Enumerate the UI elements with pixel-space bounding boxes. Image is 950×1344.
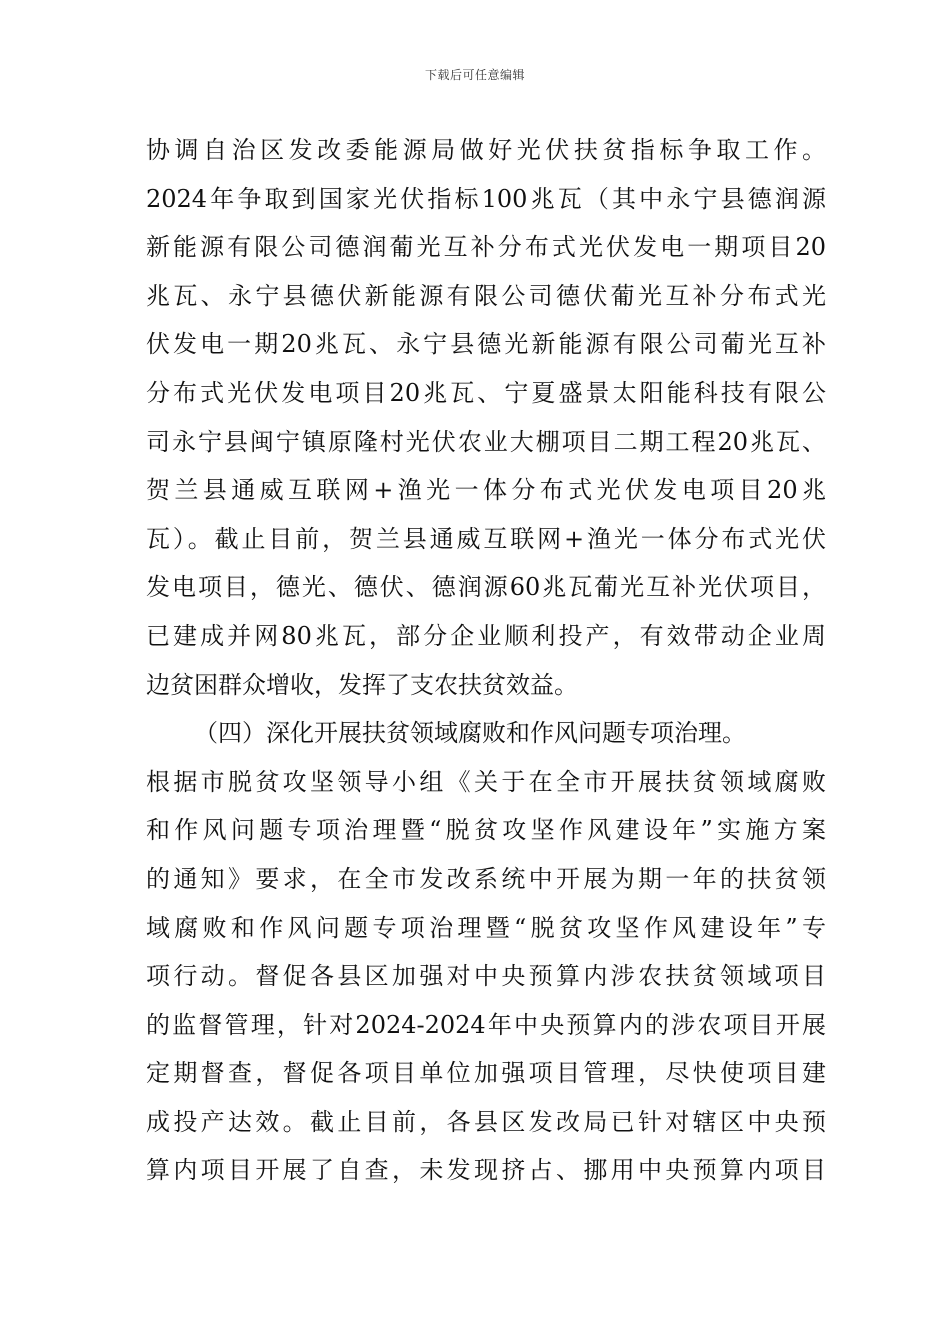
paragraph-line: 和作风问题专项治理暨“脱贫攻坚作风建设年”实施方案 (146, 816, 826, 845)
paragraph-line: 协调自治区发改委能源局做好光伏扶贫指标争取工作。 (146, 136, 826, 164)
paragraph-line: 兆瓦、永宁县德伏新能源有限公司德伏葡光互补分布式光 (146, 281, 826, 310)
paragraph-line: 司永宁县闽宁镇原隆村光伏农业大棚项目二期工程20兆瓦、 (146, 427, 826, 456)
paragraph-line: 成投产达效。截止目前，各县区发改局已针对辖区中央预 (146, 1107, 826, 1136)
page-header-note: 下载后可任意编辑 (424, 68, 525, 82)
paragraph-line: 定期督查，督促各项目单位加强项目管理，尽快使项目建 (146, 1059, 826, 1088)
paragraph-line: 新能源有限公司德润葡光互补分布式光伏发电一期项目20 (146, 233, 826, 262)
section-heading: （四）深化开展扶贫领域腐败和作风问题专项治理。 (194, 719, 746, 748)
paragraph-line: 根据市脱贫攻坚领导小组《关于在全市开展扶贫领域腐败 (146, 767, 826, 796)
document-body (146, 126, 826, 1195)
paragraph-line: 2024年争取到国家光伏指标100兆瓦（其中永宁县德润源 (146, 184, 826, 213)
paragraph-line: 项行动。督促各县区加强对中央预算内涉农扶贫领域项目 (146, 962, 826, 991)
paragraph-line: 贺兰县通威互联网+渔光一体分布式光伏发电项目20兆 (146, 476, 826, 505)
paragraph-line: 伏发电一期20兆瓦、永宁县德光新能源有限公司葡光互补 (146, 330, 826, 359)
paragraph-line: 边贫困群众增收，发挥了支农扶贫效益。 (146, 670, 578, 699)
paragraph-line: 已建成并网80兆瓦，部分企业顺利投产，有效带动企业周 (146, 621, 826, 650)
paragraph-line: 域腐败和作风问题专项治理暨“脱贫攻坚作风建设年”专 (146, 913, 826, 942)
paragraph-line: 分布式光伏发电项目20兆瓦、宁夏盛景太阳能科技有限公 (146, 378, 826, 407)
paragraph-line: 的通知》要求，在全市发改系统中开展为期一年的扶贫领 (146, 864, 826, 893)
paragraph-line: 算内项目开展了自查，未发现挤占、挪用中央预算内项目 (146, 1156, 826, 1185)
paragraph-line: 发电项目，德光、德伏、德润源60兆瓦葡光互补光伏项目， (146, 573, 826, 602)
paragraph-line: 瓦）。截止目前，贺兰县通威互联网+渔光一体分布式光伏 (146, 524, 826, 553)
paragraph-line: 的监督管理，针对2024-2024年中央预算内的涉农项目开展 (146, 1010, 826, 1039)
